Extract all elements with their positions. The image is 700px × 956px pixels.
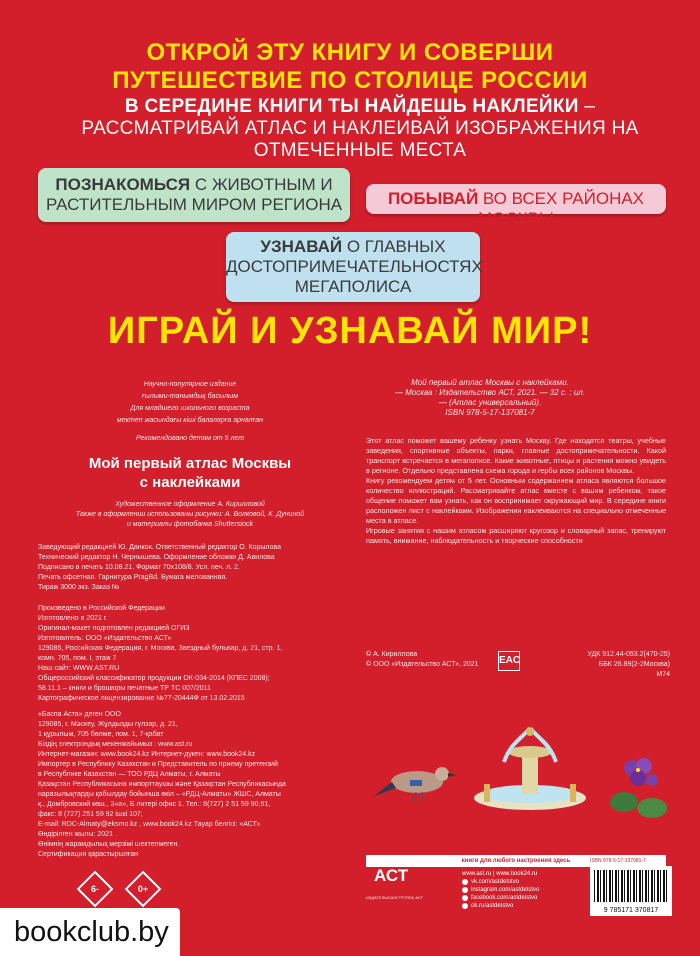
watermark: bookclub.by (0, 908, 180, 956)
barcode (590, 866, 672, 916)
kz-line: Өндірілген жылы: 2021 (38, 831, 113, 838)
card-districts (366, 184, 666, 228)
made-line: 129085, Российская Федерация, г. Москва, Звездный бульвар, д. 21, стр. 1, (38, 645, 283, 652)
catalog-entry (380, 378, 600, 418)
annotation-p1: Этот атлас поможет вашему ребенку узнать Москву. Где находятся театры, учебные заведения, спортивные объекты, парки, главные достопримечательности. Какой транспорт встречается в мегаполисе. Какие животные, птицы и растения можно увидеть в регионе. Отдельно представлена схема города и гербы всех районов Москвы. (366, 436, 666, 475)
age-badge-0-label: 0+ (137, 884, 149, 894)
design-credit-3: и материалы фотобанка Shutterstock (126, 521, 254, 528)
kz-line: E-mail: RDC-Almaty@eksmo.kz , www.book24.kz Тауар белгісі: «АСТ» (38, 821, 261, 828)
card-districts-text: ВО ВСЕХ РАЙОНАХ МОСКВЫ (478, 189, 645, 228)
jay-bird-illustration (372, 756, 462, 806)
annotation-p2: Книгу рекомендуем детям от 5 лет. Основным содержанием атласа являются большое количество иллюстраций. Рассматривайте атлас вместе с вашим ребенком, такое общение поможет вам узнать, как он воспринимает окружающий мир. В середине книги расположен лист с наклейками. Изображения наклеиваются на специально отмеченные места в атласе. (366, 476, 666, 525)
made-line: комн. 705, пом. I, этаж 7 (38, 655, 117, 662)
card-districts-highlight: ПОБЫВАЙ (387, 189, 479, 208)
barcode-bars (594, 870, 668, 902)
kz-block (38, 710, 338, 860)
site-link[interactable] (462, 870, 572, 878)
staff-line: Подписано в печать 10.08.21. Формат 70x108/8. Усл. печ. л. 2. (38, 564, 240, 571)
staff-line: Заведующий редакцией Ю. Данкок. Ответственный редактор О. Корылова (38, 544, 282, 551)
copyright-line: © ООО «Издательство АСТ», 2021 (366, 661, 479, 668)
intro-rest: – РАССМАТРИВАЙ АТЛАС И НАКЛЕИВАЙ ИЗОБРАЖЕНИЯ НА ОТМЕЧЕННЫЕ МЕСТА (81, 96, 639, 161)
made-line: Картографическое лицензирование №77-20444Ф от 13.02.2015 (38, 695, 245, 702)
made-line: Оригинал-макет подготовлен редакцией ОГИЗ (38, 625, 190, 632)
intro-text (60, 96, 660, 162)
catalog-line: ISBN 978-5-17-137081-7 (445, 408, 535, 417)
social-link-instagram[interactable] (462, 886, 572, 894)
book-title-line-2: с наклейками (139, 474, 241, 491)
made-line: Общероссийский классификатор продукции ОК-034-2014 (КПЕС 2008); (38, 675, 270, 682)
social-link-ok[interactable] (462, 902, 572, 910)
made-line: Наш сайт: WWW.AST.RU (38, 665, 120, 672)
social-text: instagram.com/astdetstvo (471, 887, 540, 893)
edition-type: Научно-популярное издание (143, 381, 237, 388)
age-badge-0 (125, 871, 162, 908)
kz-line: наразылықтарды қабылдау бойынша өкіл – «РДЦ-Алматы» ЖШС, Алматы (38, 791, 281, 798)
card-animals (38, 168, 350, 222)
audience: Для младшего школьного возраста (130, 405, 250, 412)
eac-mark: EAC (498, 651, 520, 671)
slogan: ИГРАЙ И УЗНАВАЙ МИР! (107, 310, 593, 352)
kz-line: Қазақстан Республикасына импорттаушы және Қазақстан Республикасында (38, 781, 286, 788)
copyright-line: © А. Кириллова (366, 651, 418, 658)
social-text: vk.com/astdetstvo (471, 879, 520, 885)
tagline-bar: книги для любого настроения здесь (366, 855, 666, 867)
vk-icon (462, 879, 468, 885)
card-animals-text: С ЖИВОТНЫМ И РАСТИТЕЛЬНЫМ МИРОМ РЕГИОНА (45, 175, 343, 214)
cutter-mark: М74 (656, 671, 670, 678)
social-link-vk[interactable] (462, 878, 572, 886)
copyright-block (366, 650, 496, 670)
staff-block (38, 543, 338, 593)
catalog-line: Мой первый атлас Москвы с наклейками. (411, 378, 569, 387)
recommended-age: Рекомендовано детям от 5 лет (135, 435, 245, 442)
catalog-line: — Москва : Издательство АСТ, 2021. — 32 с. : ил. (394, 388, 586, 397)
annotation-p3: Игровые занятия с нашим атласом расширяют кругозор и словарный запас, тренируют память, внимание, наблюдательность и творческие способности (366, 526, 666, 545)
violet-flower-illustration (608, 752, 670, 822)
social-links (462, 870, 572, 910)
social-link-facebook[interactable] (462, 894, 572, 902)
kz-line: факс: 8 (727) 251 59 92 ішкі 107; (38, 811, 143, 818)
annotation (366, 436, 666, 546)
kz-line: Сертификация қарастырылған (38, 851, 139, 858)
facebook-icon (462, 895, 468, 901)
ast-logo: АСТ (374, 866, 409, 885)
card-animals-highlight: ПОЗНАКОМЬСЯ (55, 175, 191, 194)
made-line: 58.11.1 – книги и брошюры печатные ТР ТС 007/2011 (38, 685, 211, 692)
audience-kz: мектеп жасындағы кіші балаларға арналған (116, 417, 263, 424)
made-line: Произведено в Российской Федерации (38, 605, 165, 612)
social-text: facebook.com/astdetstvo (471, 895, 538, 901)
intro-bold: В СЕРЕДИНЕ КНИГИ ТЫ НАЙДЕШЬ НАКЛЕЙКИ (124, 96, 579, 117)
kz-line: «Баспа Аста» деген ООО (38, 711, 121, 718)
fountain-illustration (470, 722, 590, 812)
kz-line: Интернет-магазин: www.book24.kz Интернет-дүкен: www.book24.kz (38, 751, 256, 758)
social-text: ok.ru/astdetstvo (471, 903, 514, 909)
design-credit-2: Также в оформлении использованы рисунки: А. Волковой, К. Дуниной (75, 511, 305, 518)
book-title-line-1: Мой первый атлас Москвы (88, 455, 292, 472)
card-sights-highlight: УЗНАВАЙ (260, 237, 343, 256)
kz-line: қ., Домбровский көш., 3«а», Б литері офис 1. Тел.: 8(727) 2 51 59 90,91, (38, 801, 271, 808)
book-title (40, 454, 340, 492)
age-badge-6 (77, 871, 114, 908)
kz-line: в Республике Казахстан — ТОО РДЦ Алматы, г. Алматы (38, 771, 221, 778)
made-line: Изготовлено в 2021 г. (38, 615, 108, 622)
age-badge-6-label: 6- (90, 884, 99, 894)
barcode-number: 9 785171 370817 (603, 907, 659, 914)
staff-line: Тираж 3000 экз. Заказ № (38, 584, 120, 591)
staff-line: Технический редактор Н. Чернышева. Оформление обложки Д. Авилова (38, 554, 275, 561)
ast-logo-subtitle: ИЗДАТЕЛЬСКАЯ ГРУППА АСТ (366, 895, 424, 900)
manufacturer-block (38, 604, 338, 704)
instagram-icon (462, 887, 468, 893)
edition-type-kz: ғылыми-танымдық басылым (141, 393, 238, 400)
made-line: Изготовитель: ООО «Издательство АСТ» (38, 635, 172, 642)
catalog-line: — (Атлас универсальный). (438, 398, 542, 407)
header-line-2: ПУТЕШЕСТВИЕ ПО СТОЛИЦЕ РОССИИ (112, 67, 588, 94)
bbk: ББК 26.89(2-2Москва) (598, 661, 670, 668)
kz-line: Импортер в Республику Казахстан и Представитель по приему претензий (38, 761, 278, 768)
site-text: www.ast.ru | www.book24.ru (462, 871, 538, 877)
isbn-small: ISBN 978-5-17-137081-7 (590, 858, 646, 864)
kz-line: 129085, г. Мәскеу, Жұлдызды гүлзар, д. 21, (38, 721, 178, 728)
ok-icon (462, 903, 468, 909)
card-sights (226, 232, 483, 302)
design-credit: Художественное оформление А. Кирилловой (115, 501, 265, 508)
header-line-1: ОТКРОЙ ЭТУ КНИГУ И СОВЕРШИ (146, 39, 554, 66)
classification-block (560, 650, 670, 680)
udk: УДК 912.44-053.2(470-25) (587, 651, 670, 658)
kz-line: 1 құрылым, 705 бөлме, пом. 1, 7-қабат (38, 731, 164, 738)
card-sights-text: О ГЛАВНЫХ ДОСТОПРИМЕЧАТЕЛЬНОСТЯХ МЕГАПОЛИСА (226, 237, 483, 296)
kz-line: Өнімнің жарамдылық мерзімі шектелмеген. (38, 841, 180, 848)
kz-line: Біздің электрондық мекенжайымыз : www.ast.ru (38, 741, 193, 748)
staff-line: Печать офсетная. Гарнитура PragBd. Бумага мелованная. (38, 574, 228, 581)
